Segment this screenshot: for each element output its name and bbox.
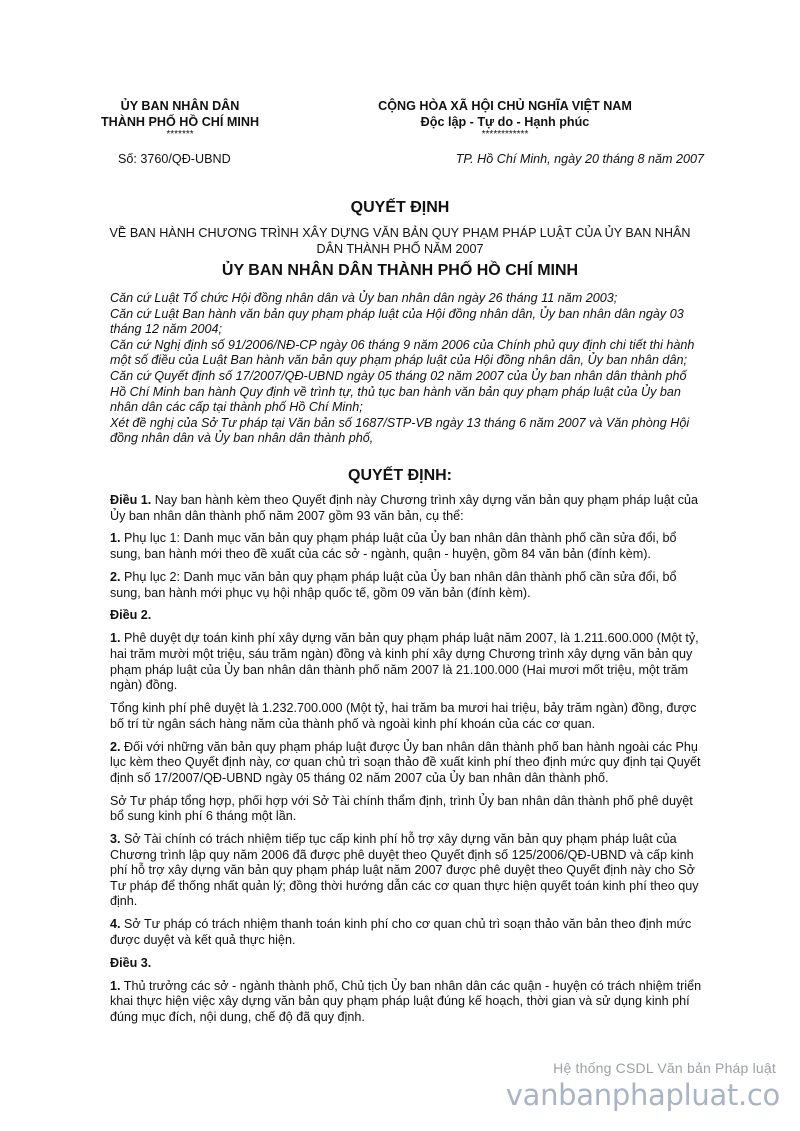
national-motto-block (340, 99, 670, 140)
article-1-label: Điều 1. (110, 493, 152, 507)
document-subject: VỀ BAN HÀNH CHƯƠNG TRÌNH XÂY DỰNG VĂN BẢN QUY PHẠM PHÁP LUẬT CỦA ỦY BAN NHÂN DÂN THÀNH PHỐ NĂM 2007 (109, 226, 691, 256)
clause-label: 2. (110, 739, 121, 754)
article-2-label: Điều 2. (110, 608, 152, 623)
issuing-authority: ỦY BAN NHÂN DÂN THÀNH PHỐ HỒ CHÍ MINH (221, 262, 579, 279)
legal-basis-item: Căn cứ Quyết định số 17/2007/QĐ-UBND ngày 05 tháng 02 năm 2007 của Ủy ban nhân dân thành phố Hồ Chí Minh ban hành Quy định về trình tự, thủ tục ban hành văn bản quy phạm pháp luật của Ủy ban nhân dân các cấp tại thành phố Hồ Chí Minh; (110, 368, 687, 415)
article-1-clause-1 (110, 531, 702, 562)
legal-basis-item: Xét đề nghị của Sở Tư pháp tại Văn bản số 1687/STP-VB ngày 13 tháng 6 năm 2007 và Văn phòng Hội đồng nhân dân và Ủy ban nhân dân thành phố, (110, 415, 690, 446)
article-2-clause-1b: Tổng kinh phí phê duyệt là 1.232.700.000 (Một tỷ, hai trăm ba mươi hai triệu, bảy trăm ngàn) đồng, được bố trí từ ngân sách hàng năm của thành phố và ngoài kinh phí khoán của các cơ quan. (110, 701, 697, 731)
article-1 (110, 493, 702, 524)
article-2-clause-4 (110, 917, 702, 948)
article-1-text: Nay ban hành kèm theo Quyết định này Chương trình xây dựng văn bản quy phạm pháp luật của Ủy ban nhân dân thành phố năm 2007 gồm 93 văn bản, cụ thể: (110, 493, 699, 523)
clause-label: 2. (110, 569, 121, 584)
legal-basis-item: Căn cứ Luật Ban hành văn bản quy phạm pháp luật của Hội đồng nhân dân, Ủy ban nhân dân ngày 03 tháng 12 năm 2004; (110, 306, 684, 337)
article-2-clause-1 (110, 631, 702, 693)
clause-text: Sở Tư pháp có trách nhiệm thanh toán kinh phí cho cơ quan chủ trì soạn thảo văn bản theo định mức được duyệt và kết quả thực hiện. (110, 917, 692, 947)
clause-label: 3. (110, 832, 121, 847)
decision-body (110, 493, 702, 1033)
clause-label: 1. (110, 631, 121, 646)
clause-text: Phụ lục 2: Danh mục văn bản quy phạm pháp luật của Ủy ban nhân dân thành phố cần sửa đổi, bổ sung, ban hành mới phục vụ hội nhập quốc tế, gồm 09 văn bản (đính kèm). (110, 569, 677, 600)
clause-text: Sở Tài chính có trách nhiệm tiếp tục cấp kinh phí hỗ trợ xây dựng văn bản quy phạm pháp luật của Chương trình lập quy năm 2006 đã được phê duyệt theo Quyết định số 125/2006/QĐ-UBND và cấp kinh phí hỗ trợ xây dựng văn bản quy phạm pháp luật năm 2007 được phê duyệt theo Quyết định này cho Sở Tư pháp để thống nhất quản lý; đồng thời hướng dẫn các cơ quan thực hiện quyết toán kinh phí theo quy định. (110, 832, 699, 909)
clause-text: Đối với những văn bản quy phạm pháp luật được Ủy ban nhân dân thành phố ban hành ngoài các Phụ lục kèm theo Quyết định này, cơ quan chủ trì soạn thảo đề xuất kinh phí theo định mức quy định tại Quyết định số 17/2007/QĐ-UBND ngày 05 tháng 02 năm 2007 của Ủy ban nhân dân thành phố. (110, 739, 701, 785)
clause-text: Phụ lục 1: Danh mục văn bản quy phạm pháp luật của Ủy ban nhân dân thành phố cần sửa đổi, bổ sung, ban hành mới theo đề xuất của các sở - ngành, quận - huyện, gồm 84 văn bản (đính kèm). (110, 531, 677, 562)
legal-bases (110, 291, 700, 447)
document-number: Số: 3760/QĐ-UBND (118, 152, 231, 166)
article-1-clause-2 (110, 570, 702, 601)
legal-basis-item: Căn cứ Luật Tổ chức Hội đồng nhân dân và Ủy ban nhân dân ngày 26 tháng 11 năm 2003; (110, 291, 618, 305)
document-date: TP. Hồ Chí Minh, ngày 20 tháng 8 năm 2007 (455, 152, 704, 166)
motto-stars: ************ (481, 129, 529, 140)
article-2-clause-3 (110, 832, 702, 910)
document-title: QUYẾT ĐỊNH (350, 199, 450, 216)
article-3-clause-1 (110, 979, 702, 1026)
clause-label: 1. (110, 978, 121, 993)
clause-label: 4. (110, 917, 121, 932)
issuer-line-1: ỦY BAN NHÂN DÂN (120, 99, 240, 113)
watermark-site: vanbanphapluat.co (505, 1078, 780, 1112)
issuer-stars: ******* (166, 129, 194, 140)
clause-label: 1. (110, 531, 121, 546)
decision-heading: QUYẾT ĐỊNH: (348, 467, 452, 484)
article-2-clause-2b: Sở Tư pháp tổng hợp, phối hợp với Sở Tài chính thẩm định, trình Ủy ban nhân dân thành phố phê duyệt bổ sung kinh phí 6 tháng một lần. (110, 793, 693, 824)
article-2-clause-2 (110, 740, 702, 787)
issuer-block (75, 99, 285, 140)
clause-text: Phê duyệt dự toán kinh phí xây dựng văn bản quy phạm pháp luật năm 2007, là 1.211.600.000 (Một tỷ, hai trăm mười một triệu, sáu trăm ngàn) đồng và kinh phí xây dựng Chương trình xây dựng văn bản quy phạm pháp luật của Ủy ban nhân dân thành phố năm 2007 là 21.100.000 (Hai mươi mốt triệu, một trăm ngàn) đồng. (110, 631, 699, 693)
article-3-label: Điều 3. (110, 955, 152, 970)
country-name: CỘNG HÒA XÃ HỘI CHỦ NGHĨA VIỆT NAM (378, 99, 632, 113)
motto: Độc lập - Tự do - Hạnh phúc (420, 114, 590, 129)
legal-basis-item: Căn cứ Nghị định số 91/2006/NĐ-CP ngày 06 tháng 9 năm 2006 của Chính phủ quy định chi tiết thi hành một số điều của Luật Ban hành văn bản quy phạm pháp luật của Hội đồng nhân dân, Ủy ban nhân dân; (110, 337, 695, 368)
clause-text: Thủ trưởng các sở - ngành thành phố, Chủ tịch Ủy ban nhân dân các quận - huyện có trách nhiệm triển khai thực hiện việc xây dựng văn bản quy phạm pháp luật đúng kế hoạch, thời gian và sử dụng kinh phí đúng mục đích, nội dung, chế độ đã quy định. (110, 978, 702, 1024)
issuer-line-2: THÀNH PHỐ HỒ CHÍ MINH (100, 114, 260, 129)
watermark-caption: Hệ thống CSDL Văn bản Pháp luật (553, 1060, 776, 1076)
